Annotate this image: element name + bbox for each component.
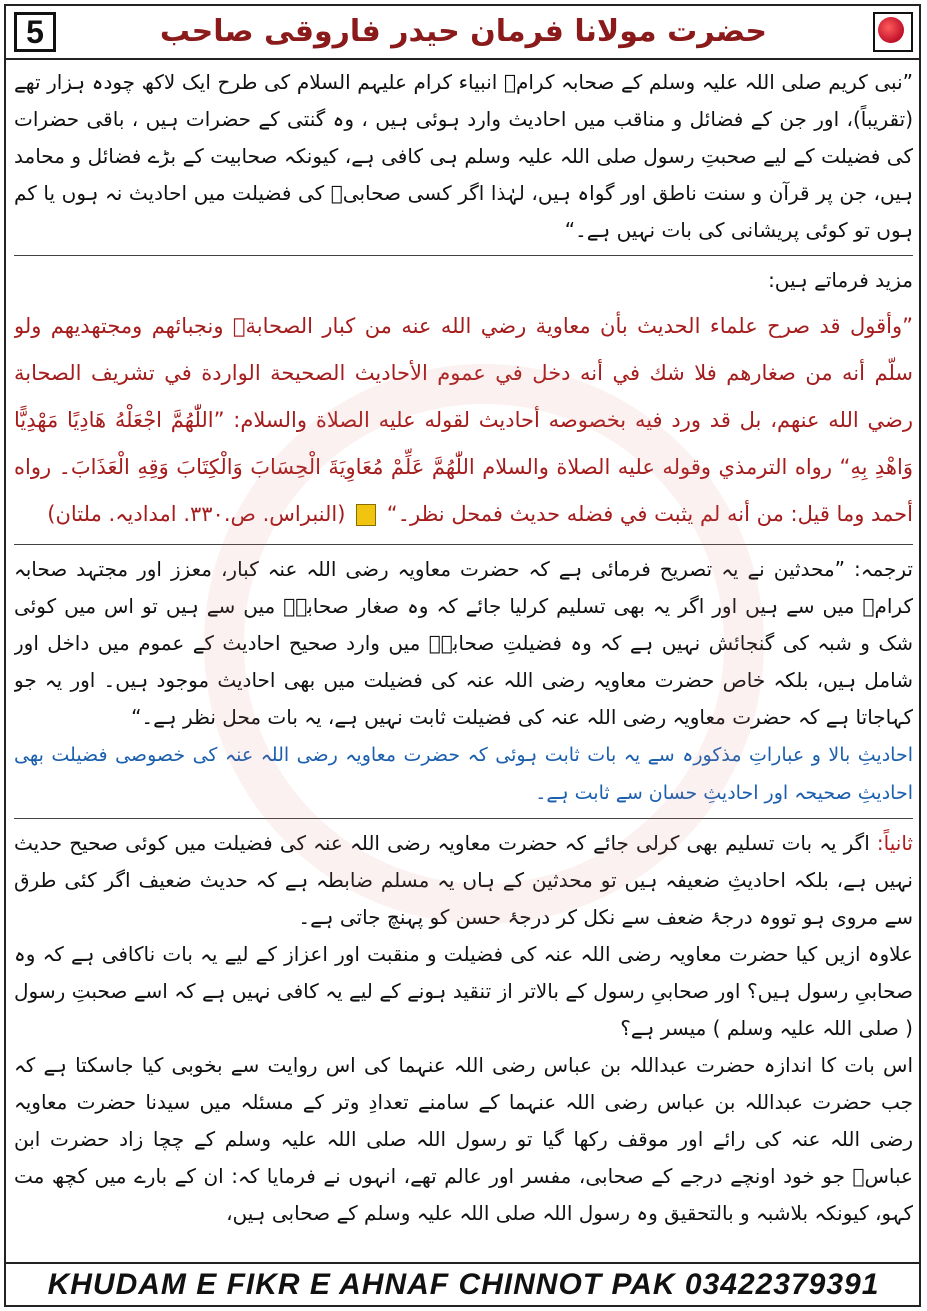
book-icon xyxy=(356,504,376,526)
divider xyxy=(14,818,913,819)
quote-paragraph-1: ”نبی کریم صلی اللہ علیہ وسلم کے صحابہ کرامؓ انبیاء کرام علیہم السلام کی طرح ایک لاکھ چودہ ہزار تھے (تقریباً)، اور جن کے فضائل و مناقب میں احادیث وارد ہوئی ہیں ، وہ گنتی کے حضرات ہیں ، باقی حضرات کی فضیلت کے لیے صحبتِ رسول صلی اللہ علیہ وسلم ہی کافی ہے، کیونکہ صحابیت کے بڑے فضائل و محامد ہیں، جن پر قرآن و سنت ناطق اور گواہ ہیں، لہٰذا اگر کسی صحابیؓ کی فضیلت میں احادیث نہ ہوں یا کم ہوں تو کوئی پریشانی کی بات نہیں ہے۔“ xyxy=(14,70,913,242)
thaniyan-paragraph xyxy=(14,825,913,936)
emblem-logo xyxy=(873,12,913,52)
translation-paragraph: ترجمہ: ”محدثین نے یہ تصریح فرمائی ہے کہ حضرت معاویہ رضی اللہ عنہ کبار، معزز اور مجتہد صحابہ کرامؓ میں سے ہیں اور اگر یہ بھی تسلیم کرلیا جائے کہ وہ صغار صحابہؓ میں سے ہیں تو اس میں کوئی شک و شبہ کی گنجائش نہیں ہے کہ وہ فضیلتِ صحابہؓ میں وارد صحیح احادیث کے عموم میں داخل اور شامل ہیں، بلکہ خاص حضرت معاویہ رضی اللہ عنہ کی فضیلت میں بھی احادیث موجود ہیں۔ اور یہ جو کہاجاتا ہے کہ حضرت معاویہ رضی اللہ عنہ کی فضیلت ثابت نہیں ہے، یہ بات محل نظر ہے۔“ xyxy=(14,557,913,729)
thaniyan-text: اگر یہ بات تسلیم بھی کرلی جائے کہ حضرت معاویہ رضی اللہ عنہ کی فضیلت میں کوئی صحیح حدیث نہیں ہے، بلکہ احادیثِ ضعیفہ ہیں تو محدثین کے ہاں یہ مسلم ضابطہ ہے کہ حدیث ضعیف اگر کئی طرق سے مروی ہو تووہ درجۂ ضعف سے نکل کر درجۂ حسن کو پہنچ جاتی ہے۔ xyxy=(14,831,913,929)
footer-banner: KHUDAM E FIKR E AHNAF CHINNOT PAK 03422379391 xyxy=(6,1262,921,1306)
divider xyxy=(14,544,913,545)
emblem-icon xyxy=(878,17,904,43)
divider xyxy=(14,255,913,256)
page-number: 5 xyxy=(14,12,56,52)
citation: (النبراس. ص.٣٣٠. امدادیہ. ملتان) xyxy=(47,502,346,526)
page-title: حضرت مولانا فرمان حیدر فاروقی صاحب xyxy=(159,14,768,49)
page-header xyxy=(6,6,921,60)
thaniyan-label: ثانیاً: xyxy=(876,831,913,855)
article-body xyxy=(14,64,913,1254)
conclusion-note: احادیثِ بالا و عباراتِ مذکورہ سے یہ بات ثابت ہوئی کہ حضرت معاویہ رضی اللہ عنہ کی خصوصی فضیلت بھی احادیثِ صحیحہ اور احادیثِ حسان سے ثابت ہے۔ xyxy=(14,744,913,804)
arabic-quote xyxy=(14,303,913,538)
alawa-paragraph: علاوہ ازیں کیا حضرت معاویہ رضی اللہ عنہ کی فضیلت و منقبت اور اعزاز کے لیے یہ بات ناکافی ہے کہ وہ صحابیِ رسول ہیں؟ اور صحابیِ رسول کے بالاتر از تنقید ہونے کے لیے یہ کافی نہیں ہے کہ اسے صحبتِ رسول ( صلی اللہ علیہ وسلم ) میسر ہے؟ xyxy=(14,942,913,1040)
final-paragraph: اس بات کا اندازہ حضرت عبداللہ بن عباس رضی اللہ عنہما کی اس روایت سے بخوبی کیا جاسکتا ہے کہ جب حضرت عبداللہ بن عباس رضی اللہ عنہما کے سامنے تعدادِ وتر کے مسئلہ میں سیدنا حضرت معاویہ رضی اللہ عنہ کی رائے اور موقف رکھا گیا تو رسول اللہ صلی اللہ علیہ وسلم کے چچا زاد حضرت ابن عباسؓ جو خود اونچے درجے کے صحابی، مفسر اور عالم تھے، انہوں نے فرمایا کہ: ان کے بارے میں کچھ مت کہو، کیونکہ بلاشبہ و بالتحقیق وہ رسول اللہ صلی اللہ علیہ وسلم کے صحابی ہیں، xyxy=(14,1053,913,1225)
mazeed-label: مزید فرماتے ہیں: xyxy=(768,268,913,292)
arabic-quote-text: ”وأقول قد صرح علماء الحديث بأن معاوية رضي الله عنه من كبار الصحابةؓ ونجبائهم ومجتهديهم ولو سلّم أنه من صغارهم فلا شك في أنه دخل في عموم الأحاديث الصحيحة الواردة في تشريف الصحابة رضي الله عنهم، بل قد ورد فيه بخصوصه أحاديث لقوله عليه الصلاة والسلام: ”اللّٰهُمَّ اجْعَلْهُ هَادِيًا مَهْدِيًّا وَاهْدِ بِهِ“ رواه الترمذي وقوله عليه الصلاة والسلام اللّٰهُمَّ عَلِّمْ مُعَاوِيَةَ الْحِسَابَ وَالْكِتَابَ وَقِهِ الْعَذَابَ۔ رواه أحمد وما قيل: من أنه لم يثبت في فضله حديث فمحل نظر۔“ xyxy=(14,314,913,526)
